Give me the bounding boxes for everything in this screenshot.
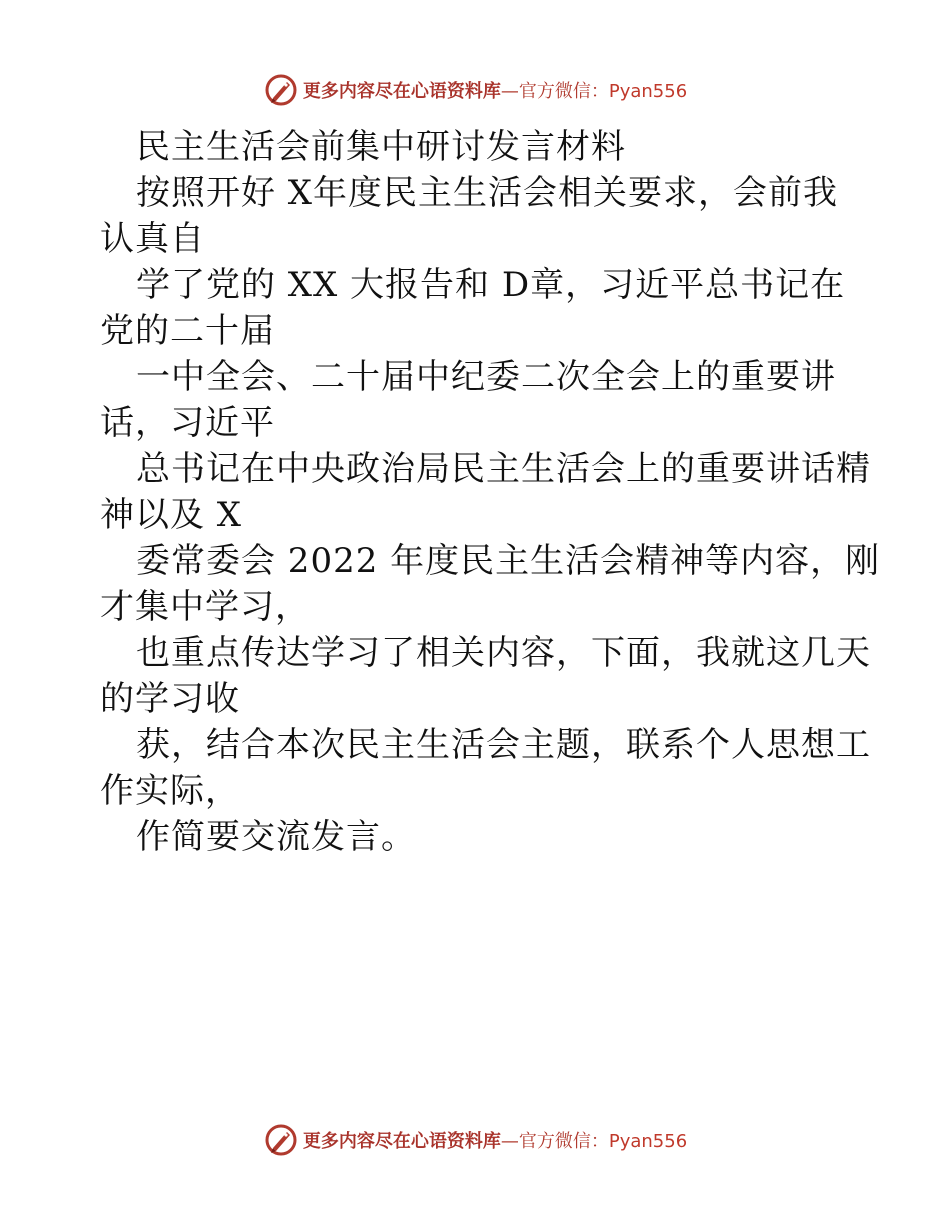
watermark-dash: —	[500, 1131, 519, 1152]
paragraph-7-line-2: 作实际，	[100, 771, 240, 811]
paragraph-2-line-1: 学了党的 XX 大报告和 D章，习近平总书记在	[136, 265, 846, 305]
paragraph-4-line-2: 神以及 X	[100, 495, 243, 535]
watermark-main: 更多内容尽在心语资料库	[302, 81, 501, 102]
watermark-text	[303, 77, 687, 103]
watermark-header	[0, 70, 950, 110]
paragraph-5-line-1: 委常委会 2022 年度民主生活会精神等内容，刚	[136, 541, 881, 581]
watermark-main: 更多内容尽在心语资料库	[302, 1131, 501, 1152]
watermark-wechat-label: 官方微信：	[518, 81, 609, 102]
paragraph-1-line-2: 认真自	[100, 219, 205, 259]
paragraph-6-line-1: 也重点传达学习了相关内容，下面，我就这几天	[136, 633, 871, 673]
paragraph-8-line-1: 作简要交流发言。	[136, 817, 416, 857]
document-title: 民主生活会前集中研讨发言材料	[136, 127, 626, 167]
watermark-wechat-id: Pyan556	[608, 81, 688, 102]
document-body	[100, 124, 881, 860]
paragraph-7-line-1: 获，结合本次民主生活会主题，联系个人思想工	[136, 725, 871, 765]
watermark-text	[303, 1127, 687, 1153]
paragraph-1-line-1: 按照开好 X年度民主生活会相关要求，会前我	[136, 173, 839, 213]
watermark-wechat-id: Pyan556	[608, 1131, 688, 1152]
watermark-dash: —	[500, 81, 519, 102]
watermark-wechat-label: 官方微信：	[518, 1131, 609, 1152]
pen-logo-icon	[263, 72, 299, 108]
paragraph-3-line-2: 话，习近平	[100, 403, 275, 443]
paragraph-2-line-2: 党的二十届	[100, 311, 275, 351]
paragraph-6-line-2: 的学习收	[100, 679, 240, 719]
paragraph-4-line-1: 总书记在中央政治局民主生活会上的重要讲话精	[136, 449, 871, 489]
paragraph-5-line-2: 才集中学习，	[100, 587, 310, 627]
paragraph-3-line-1: 一中全会、二十届中纪委二次全会上的重要讲	[136, 357, 836, 397]
watermark-footer	[0, 1120, 950, 1160]
pen-logo-icon	[263, 1122, 299, 1158]
